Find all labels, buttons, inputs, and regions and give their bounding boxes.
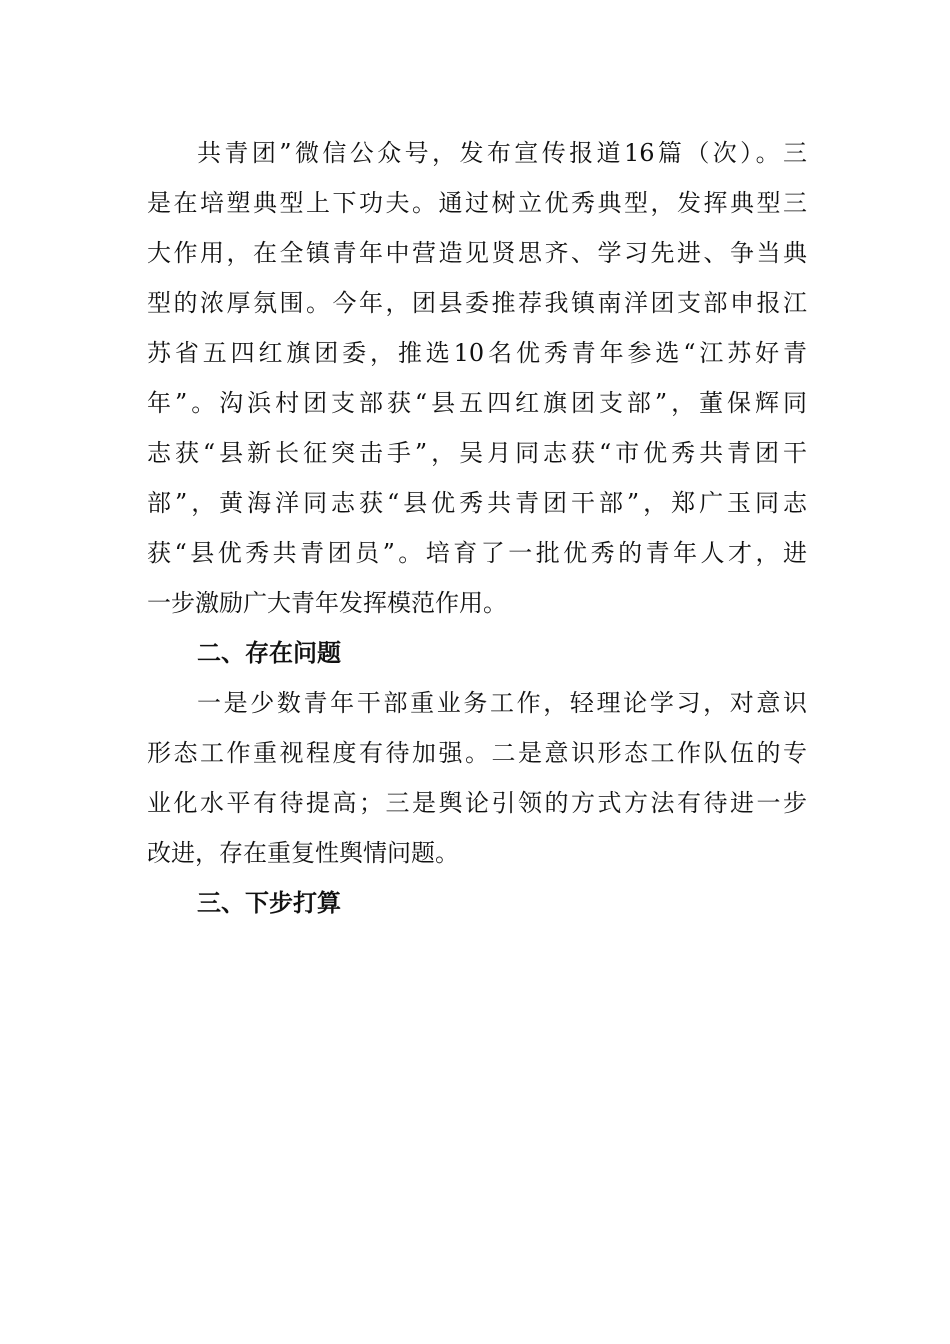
section-heading-existing-problems: 二、存在问题 bbox=[197, 639, 341, 667]
text-line: 业化水平有待提高；三是舆论引领的方式方法有待进一步 bbox=[147, 789, 807, 817]
text-line: 大作用，在全镇青年中营造见贤思齐、学习先进、争当典 bbox=[147, 239, 807, 267]
text-line: 部”，黄海洋同志获“县优秀共青团干部”，郑广玉同志 bbox=[147, 489, 807, 517]
paragraph-publicity-and-models bbox=[147, 128, 807, 628]
section-heading-next-steps: 三、下步打算 bbox=[197, 889, 341, 917]
text-line: 改进，存在重复性舆情问题。 bbox=[147, 839, 459, 867]
text-line: 获“县优秀共青团员”。培育了一批优秀的青年人才，进 bbox=[147, 539, 807, 567]
text-line: 一步激励广大青年发挥模范作用。 bbox=[147, 589, 507, 617]
text-line: 形态工作重视程度有待加强。二是意识形态工作队伍的专 bbox=[147, 739, 807, 767]
text-line: 是在培塑典型上下功夫。通过树立优秀典型，发挥典型三 bbox=[147, 189, 807, 217]
text-line: 志获“县新长征突击手”，吴月同志获“市优秀共青团干 bbox=[147, 439, 807, 467]
text-line: 年”。沟浜村团支部获“县五四红旗团支部”，董保辉同 bbox=[147, 389, 807, 417]
text-line: 型的浓厚氛围。今年，团县委推荐我镇南洋团支部申报江 bbox=[147, 289, 807, 317]
text-line: 共青团”微信公众号，发布宣传报道16篇（次）。三 bbox=[197, 139, 807, 167]
document-body bbox=[147, 128, 807, 928]
paragraph-existing-problems bbox=[147, 678, 807, 878]
text-line: 苏省五四红旗团委，推选10名优秀青年参选“江苏好青 bbox=[147, 339, 807, 367]
text-line: 一是少数青年干部重业务工作，轻理论学习，对意识 bbox=[197, 689, 807, 717]
